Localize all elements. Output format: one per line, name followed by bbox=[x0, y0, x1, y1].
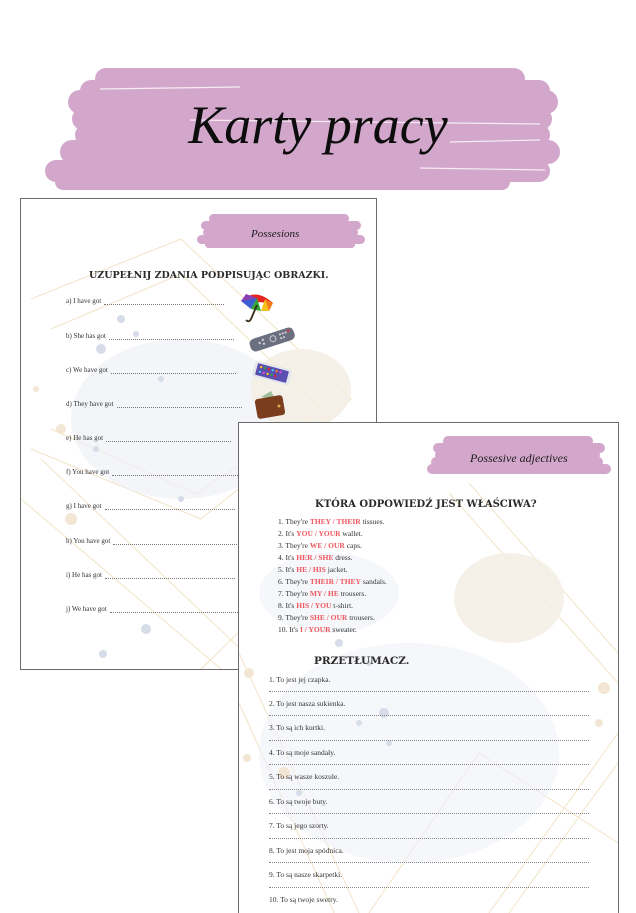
choice-item: 10. It's I / YOUR sweater. bbox=[278, 625, 357, 634]
remote-control-icon bbox=[247, 325, 297, 353]
exercise-heading: PRZETŁUMACZ. bbox=[314, 655, 410, 667]
choice-item: 7. They're MY / HE trousers. bbox=[278, 589, 367, 598]
section-title: Possesive adjectives bbox=[470, 451, 568, 465]
answer-line[interactable] bbox=[269, 862, 589, 863]
choice-item: 6. They're THEIR / THEY sandals. bbox=[278, 577, 387, 586]
fill-in-row: d) They have got bbox=[66, 400, 242, 408]
fill-in-row: b) She has got bbox=[66, 332, 234, 340]
answer-options[interactable]: WE / OUR bbox=[309, 541, 345, 550]
umbrella-icon bbox=[237, 289, 277, 325]
answer-line[interactable] bbox=[269, 789, 589, 790]
answer-line[interactable] bbox=[113, 539, 243, 545]
translation-item: 9. To są nasze skarpetki. bbox=[269, 870, 343, 879]
fill-in-row: g) I have got bbox=[66, 502, 235, 510]
answer-options[interactable]: THEY / THEIR bbox=[309, 517, 361, 526]
answer-line[interactable] bbox=[105, 504, 235, 510]
exercise-heading: KTÓRA ODPOWIEDŹ JEST WŁAŚCIWA? bbox=[315, 499, 537, 510]
fill-in-row: c) We have got bbox=[66, 366, 236, 374]
answer-line[interactable] bbox=[269, 715, 589, 716]
answer-line[interactable] bbox=[269, 740, 589, 741]
answer-options[interactable]: SHE / OUR bbox=[309, 613, 348, 622]
answer-options[interactable]: HIS / YOU bbox=[296, 601, 332, 610]
choice-item: 5. It's HE / HIS jacket. bbox=[278, 565, 348, 574]
translation-item: 8. To jest moja spódnica. bbox=[269, 846, 344, 855]
answer-line[interactable] bbox=[269, 887, 589, 888]
translation-item: 6. To są twoje buty. bbox=[269, 797, 328, 806]
fill-in-row: h) You have got bbox=[66, 537, 243, 545]
translation-item: 3. To są ich kurtki. bbox=[269, 723, 325, 732]
choice-item: 9. They're SHE / OUR trousers. bbox=[278, 613, 375, 622]
answer-line[interactable] bbox=[109, 334, 234, 340]
translation-item: 1. To jest jej czapka. bbox=[269, 675, 331, 684]
answer-line[interactable] bbox=[111, 368, 236, 374]
translation-item: 10. To są twoje swetry. bbox=[269, 895, 338, 904]
background-decoration bbox=[239, 423, 618, 913]
translation-item: 5. To są wasze koszule. bbox=[269, 772, 340, 781]
choice-item: 1. They're THEY / THEIR tissues. bbox=[278, 517, 385, 526]
answer-line[interactable] bbox=[269, 813, 589, 814]
main-title: Karty pracy bbox=[188, 95, 448, 155]
answer-line[interactable] bbox=[105, 573, 235, 579]
choice-item: 3. They're WE / OUR caps. bbox=[278, 541, 362, 550]
translation-item: 2. To jest nasza sukienka. bbox=[269, 699, 346, 708]
answer-options[interactable]: HE / HIS bbox=[296, 565, 326, 574]
choice-item: 8. It's HIS / YOU t-shirt. bbox=[278, 601, 354, 610]
translation-item: 4. To są moje sandały. bbox=[269, 748, 336, 757]
fill-in-row: e) He has got bbox=[66, 434, 231, 442]
answer-options[interactable]: THEIR / THEY bbox=[309, 577, 361, 586]
translation-item: 7. To są jego szorty. bbox=[269, 821, 329, 830]
answer-line[interactable] bbox=[110, 607, 240, 613]
section-title: Possesions bbox=[251, 228, 300, 240]
fill-in-row: i) He has got bbox=[66, 571, 235, 579]
choice-item: 2. It's YOU / YOUR wallet. bbox=[278, 529, 363, 538]
fill-in-row: f) You have got bbox=[66, 468, 242, 476]
answer-options[interactable]: HER / SHE bbox=[296, 553, 334, 562]
fill-in-row: a) I have got bbox=[66, 297, 224, 305]
answer-line[interactable] bbox=[269, 838, 589, 839]
answer-line[interactable] bbox=[106, 436, 231, 442]
choice-item: 4. It's HER / SHE dress. bbox=[278, 553, 353, 562]
worksheet-possessive-adjectives bbox=[238, 422, 619, 913]
answer-line[interactable] bbox=[104, 299, 224, 305]
answer-options[interactable]: YOU / YOUR bbox=[296, 529, 341, 538]
answer-line[interactable] bbox=[112, 470, 242, 476]
answer-options[interactable]: I / YOUR bbox=[299, 625, 331, 634]
answer-line[interactable] bbox=[269, 764, 589, 765]
answer-line[interactable] bbox=[117, 402, 242, 408]
fill-in-row: j) We have got bbox=[66, 605, 240, 613]
exercise-heading: UZUPEŁNIJ ZDANIA PODPISUJĄC OBRAZKI. bbox=[89, 270, 329, 281]
answer-options[interactable]: MY / HE bbox=[309, 589, 339, 598]
answer-line[interactable] bbox=[269, 691, 589, 692]
wallet-icon bbox=[253, 389, 287, 421]
smartphone-icon bbox=[249, 359, 295, 387]
